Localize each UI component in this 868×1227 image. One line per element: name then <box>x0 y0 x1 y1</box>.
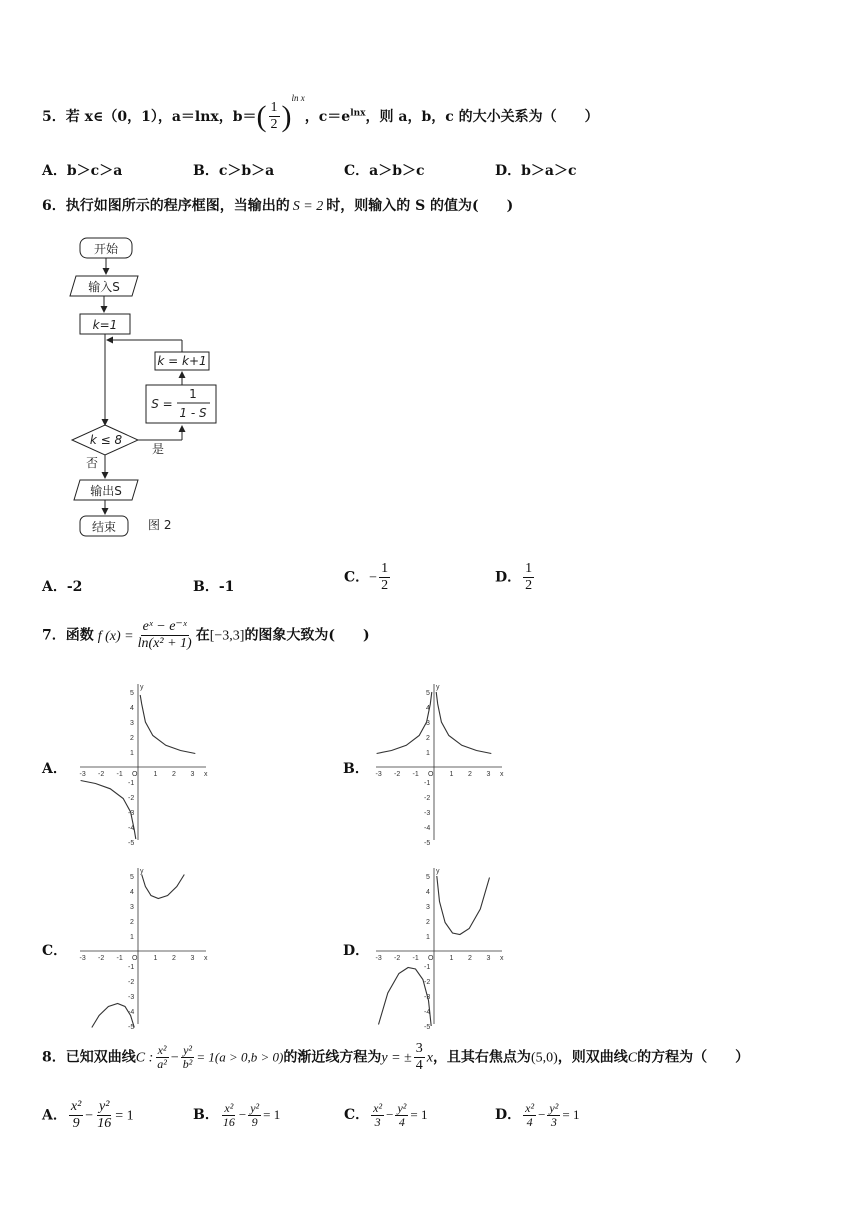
x-tick-label: -3 <box>79 771 86 778</box>
x-tick-label: O <box>132 771 138 778</box>
q7-option-a-label[interactable]: A． <box>42 761 67 777</box>
q5-suffix: ，则 a，b，c 的大小关系为（ ） <box>365 109 599 125</box>
y-tick-label: -5 <box>128 1024 135 1031</box>
q8-number: 8． <box>42 1049 66 1066</box>
q5-number: 5． <box>42 109 66 125</box>
y-tick-label: -5 <box>424 1024 431 1031</box>
x-tick-label: -3 <box>79 955 86 962</box>
q7-fname: f (x) = <box>97 628 134 644</box>
x-tick-label: 1 <box>449 955 454 962</box>
y-axis-label: y <box>140 684 144 691</box>
q5-half-fraction: $\frac{1}{2}$ <box>270 100 278 133</box>
x-tick-label: 2 <box>468 771 472 778</box>
flowchart-output-label: 输出S <box>90 484 122 498</box>
y-tick-label: -3 <box>128 994 135 1001</box>
x-tick-label: 2 <box>172 771 176 778</box>
q7-mid: 在 <box>195 627 210 644</box>
y-tick-label: -1 <box>424 780 431 787</box>
function-curve <box>437 876 490 935</box>
flowchart-assign-num: 1 <box>189 387 197 401</box>
x-tick-label: x <box>204 955 208 962</box>
flowchart-yes-label: 是 <box>152 442 165 456</box>
x-tick-label: -1 <box>412 771 419 778</box>
q7-interval: [−3,3] <box>209 628 245 644</box>
function-curve <box>436 692 491 754</box>
y-tick-label: -2 <box>128 979 135 986</box>
question-6 <box>42 195 513 215</box>
x-tick-label: -2 <box>98 955 105 962</box>
function-curve <box>142 875 185 899</box>
q6-prefix: 执行如图所示的程序框图，当输出的 <box>65 198 290 214</box>
x-tick-label: -3 <box>375 771 382 778</box>
flowchart-no-label: 否 <box>86 456 99 470</box>
q7-prefix: 函数 <box>65 627 94 644</box>
q7-suffix: 的图象大致为( ) <box>244 627 370 644</box>
q5-mid: ，c＝e <box>304 109 351 125</box>
x-tick-label: -1 <box>412 955 419 962</box>
flowchart-end-label: 结束 <box>91 520 117 534</box>
q7-number: 7． <box>42 627 66 644</box>
y-tick-label: 3 <box>426 904 430 911</box>
q6-option-d[interactable]: D． $\frac{1}{2}$ <box>495 561 533 593</box>
q7-fraction: $\frac{\text{eˣ − e⁻ˣ}}{\text{ln(x² + 1)}}$ <box>137 619 192 651</box>
question-5: 5．若 x∈（0，1），a＝lnx，b＝( $\frac{1}{2}$ )$^{ln x}$，$c=e^{lnx}$，则 a，b，c 的大小关系为（ ） <box>42 93 599 133</box>
q6-option-c[interactable]: C．− $\frac{1}{2}$ <box>344 561 389 593</box>
x-tick-label: -1 <box>116 771 123 778</box>
y-axis-label: y <box>436 868 440 875</box>
y-tick-label: 4 <box>130 705 134 712</box>
q6-option-a[interactable]: A．-2 <box>42 579 83 595</box>
x-tick-label: -3 <box>375 955 382 962</box>
function-curve <box>140 695 195 754</box>
x-tick-label: -2 <box>98 771 105 778</box>
y-tick-label: -4 <box>128 825 135 832</box>
q7-graph-c[interactable] <box>72 864 212 1031</box>
flowchart-update-k-label: k = k+1 <box>157 354 207 368</box>
x-tick-label: 1 <box>449 771 454 778</box>
y-tick-label: 1 <box>130 750 134 757</box>
y-tick-label: -4 <box>128 1009 135 1016</box>
q8-curve: C : <box>135 1050 154 1066</box>
q8-option-c[interactable]: C． $\frac{\text{x²}}{3}$ − $\frac{\text{y²}}{4}$ = 1 <box>344 1101 428 1129</box>
x-tick-label: 1 <box>153 955 158 962</box>
y-tick-label: -3 <box>424 994 431 1001</box>
function-curve <box>377 692 432 754</box>
y-tick-label: 2 <box>130 919 134 926</box>
q8-prefix: 已知双曲线 <box>65 1049 136 1066</box>
y-axis-label: y <box>436 684 440 691</box>
flowchart-init-label: k=1 <box>92 318 118 332</box>
y-tick-label: 2 <box>426 735 430 742</box>
y-tick-label: 5 <box>130 690 134 697</box>
x-tick-label: O <box>428 955 434 962</box>
q5-option-d[interactable]: D．b＞a＞c <box>495 163 577 179</box>
y-tick-label: 2 <box>130 735 134 742</box>
y-axis-label: y <box>140 868 144 875</box>
flowchart-assign-den: 1 - S <box>179 406 207 420</box>
y-tick-label: 2 <box>426 919 430 926</box>
q6-math: S = 2 <box>292 199 324 214</box>
q6-option-b[interactable]: B．-1 <box>193 579 235 595</box>
x-tick-label: x <box>500 771 504 778</box>
q5-c-exponent: lnx <box>350 108 366 119</box>
q5-option-a[interactable]: A．b＞c＞a <box>42 163 123 179</box>
q7-option-d-label[interactable]: D． <box>343 943 370 959</box>
x-tick-label: 2 <box>172 955 176 962</box>
x-tick-label: x <box>500 955 504 962</box>
question-7 <box>42 620 370 651</box>
x-tick-label: O <box>428 771 434 778</box>
q8-eq-tail: = 1(a > 0,b > 0) <box>196 1049 284 1065</box>
q5-option-b[interactable]: B．c＞b＞a <box>193 163 275 179</box>
y-tick-label: -2 <box>424 795 431 802</box>
x-tick-label: 2 <box>468 955 472 962</box>
y-tick-label: -4 <box>424 825 431 832</box>
flowchart-start-label: 开始 <box>93 242 119 256</box>
y-tick-label: 5 <box>426 874 430 881</box>
flowchart-caption: 图 2 <box>148 518 172 532</box>
question-8: 8．已知双曲线C : $\frac{\text{x²}}{\text{a²}}$ − $\frac{\text{y²}}{\text{b²}}$ = 1(a > 0,b > 0)的渐近线方程为y = ± $\frac{3}{4}$ x，且其右焦点为(5,0)，则双曲线C的方程为（ ） <box>42 1041 750 1073</box>
y-tick-label: -5 <box>424 840 431 847</box>
y-tick-label: -1 <box>424 964 431 971</box>
x-tick-label: -2 <box>394 771 401 778</box>
y-tick-label: 5 <box>426 690 430 697</box>
y-tick-label: -2 <box>128 795 135 802</box>
q7-graph-a[interactable] <box>72 680 212 847</box>
y-tick-label: -3 <box>424 810 431 817</box>
q8-option-d[interactable]: D． $\frac{\text{x²}}{4}$ − $\frac{\text{y²}}{3}$ = 1 <box>495 1101 580 1129</box>
y-tick-label: -5 <box>128 840 135 847</box>
q7-option-b-label[interactable]: B． <box>343 761 369 777</box>
flowchart-input-label: 输入S <box>88 280 120 294</box>
flowchart-condition-label: k ≤ 8 <box>89 433 123 447</box>
flowchart <box>60 230 260 550</box>
x-tick-label: -2 <box>394 955 401 962</box>
y-tick-label: 3 <box>130 904 134 911</box>
y-tick-label: 1 <box>426 934 430 941</box>
q6-suffix: 时，则输入的 S 的值为( ) <box>326 198 514 214</box>
x-tick-label: -1 <box>116 955 123 962</box>
q8-option-b[interactable]: B． $\frac{\text{x²}}{16}$ − $\frac{\text{y²}}{9}$ = 1 <box>193 1101 281 1129</box>
q6-number: 6． <box>42 198 66 214</box>
y-tick-label: 1 <box>130 934 134 941</box>
y-tick-label: 5 <box>130 874 134 881</box>
x-tick-label: 1 <box>153 771 158 778</box>
y-tick-label: -4 <box>424 1009 431 1016</box>
y-tick-label: -1 <box>128 780 135 787</box>
q7-graph-b[interactable] <box>368 680 508 847</box>
y-tick-label: -1 <box>128 964 135 971</box>
q5-prefix: 若 x∈（0，1），a＝lnx，b＝ <box>65 109 257 125</box>
x-tick-label: 3 <box>486 771 491 778</box>
q5-exponent: ln x <box>291 93 305 104</box>
x-tick-label: 3 <box>190 955 195 962</box>
y-tick-label: -3 <box>128 810 135 817</box>
q8-option-a[interactable]: A． $\frac{\text{x²}}{9}$ − $\frac{\text{y²}}{16}$ = 1 <box>42 1099 134 1131</box>
y-tick-label: 1 <box>426 750 430 757</box>
y-tick-label: -2 <box>424 979 431 986</box>
q5-option-c[interactable]: C．a＞b＞c <box>344 163 425 179</box>
q7-graph-d[interactable] <box>368 864 508 1031</box>
x-tick-label: 3 <box>486 955 491 962</box>
y-tick-label: 4 <box>426 889 430 896</box>
y-tick-label: 3 <box>426 720 430 727</box>
x-tick-label: O <box>132 955 138 962</box>
y-tick-label: 3 <box>130 720 134 727</box>
q7-option-c-label[interactable]: C． <box>42 943 68 959</box>
y-tick-label: 4 <box>426 705 430 712</box>
flowchart-assign-lhs: S = <box>151 397 173 411</box>
x-tick-label: x <box>204 771 208 778</box>
y-tick-label: 4 <box>130 889 134 896</box>
x-tick-label: 3 <box>190 771 195 778</box>
